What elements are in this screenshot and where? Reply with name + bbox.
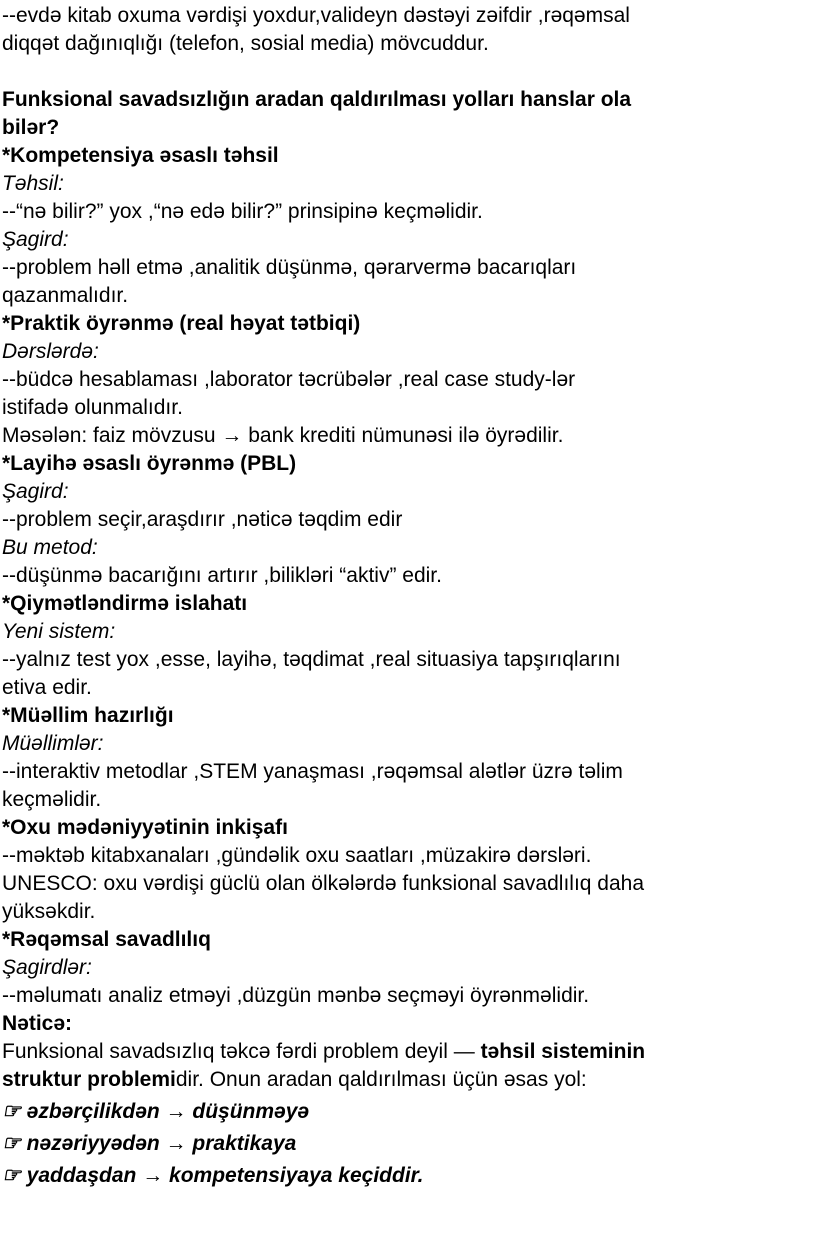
practical-text-a: --büdcə hesablaması ,laborator təcrübələr ,real case study-lər (2, 368, 576, 391)
question-line-2: bilər? (2, 116, 60, 139)
conclusion-emphasis-b: struktur problemi (2, 1068, 176, 1091)
label-new-system: Yeni sistem: (2, 620, 116, 643)
project-text-2: --düşünmə bacarığını artırır ,bilikləri “aktiv” edir. (2, 564, 442, 587)
heading-competency: *Kompetensiya əsaslı təhsil (2, 144, 279, 167)
heading-reading: *Oxu mədəniyyətinin inkişafı (2, 816, 288, 839)
intro-line-2: diqqət dağınıqlığı (telefon, sosial media) mövcuddur. (2, 32, 489, 55)
competency-text-1: --“nə bilir?” yox ,“nə edə bilir?” prinsipinə keçməlidir. (2, 200, 483, 223)
conclusion-point-2: ☞ nəzəriyyədən → praktikaya (2, 1132, 297, 1155)
competency-text-2b: qazanmalıdır. (2, 284, 129, 307)
heading-digital: *Rəqəmsal savadlılıq (2, 928, 211, 951)
label-student: Şagird: (2, 228, 69, 251)
label-students: Şagirdlər: (2, 956, 92, 979)
conclusion-line-2 (2, 1066, 587, 1094)
practical-text-b: istifadə olunmalıdır. (2, 396, 183, 419)
heading-project: *Layihə əsaslı öyrənmə (PBL) (2, 452, 297, 475)
label-lessons: Dərslərdə: (2, 340, 99, 363)
conclusion-point-1: ☞ əzbərçilikdən → düşünməyə (2, 1100, 310, 1123)
reading-text-a: --məktəb kitabxanaları ,gündəlik oxu saatları ,müzakirə dərsləri. (2, 844, 592, 867)
conclusion-text-a: Funksional savadsızlıq təkcə fərdi problem deyil — (2, 1040, 481, 1063)
label-education: Təhsil: (2, 172, 64, 195)
conclusion-point-3: ☞ yaddaşdan → kompetensiyaya keçiddir. (2, 1164, 424, 1187)
project-text-1: --problem seçir,araşdırır ,nəticə təqdim edir (2, 508, 403, 531)
assessment-text-a: --yalnız test yox ,esse, layihə, təqdimat ,real situasiya tapşırıqlarını (2, 648, 621, 671)
digital-text: --məlumatı analiz etməyi ,düzgün mənbə seçməyi öyrənməlidir. (2, 984, 590, 1007)
assessment-text-b: etiva edir. (2, 676, 92, 699)
reading-text-b: UNESCO: oxu vərdişi güclü olan ölkələrdə funksional savadlılıq daha (2, 872, 645, 895)
heading-practical: *Praktik öyrənmə (real həyat tətbiqi) (2, 312, 361, 335)
heading-conclusion: Nəticə: (2, 1012, 73, 1035)
conclusion-line-1 (2, 1038, 645, 1066)
question-line-1: Funksional savadsızlığın aradan qaldırılması yolları hanslar ola (2, 88, 632, 111)
label-student-2: Şagird: (2, 480, 69, 503)
teacher-text-a: --interaktiv metodlar ,STEM yanaşması ,rəqəmsal alətlər üzrə təlim (2, 760, 623, 783)
practical-example: Məsələn: faiz mövzusu → bank krediti nümunəsi ilə öyrədilir. (2, 424, 564, 447)
intro-line-1: --evdə kitab oxuma vərdişi yoxdur,valideyn dəstəyi zəifdir ,rəqəmsal (2, 4, 630, 27)
heading-assessment: *Qiymətləndirmə islahatı (2, 592, 248, 615)
teacher-text-b: keçməlidir. (2, 788, 102, 811)
competency-text-2a: --problem həll etmə ,analitik düşünmə, qərarvermə bacarıqları (2, 256, 577, 279)
conclusion-emphasis-a: təhsil sisteminin (480, 1040, 646, 1063)
label-method: Bu metod: (2, 536, 98, 559)
label-teachers: Müəllimlər: (2, 732, 104, 755)
conclusion-text-b: dir. Onun aradan qaldırılması üçün əsas yol: (175, 1068, 587, 1091)
reading-text-c: yüksəkdir. (2, 900, 96, 923)
heading-teacher: *Müəllim hazırlığı (2, 704, 174, 727)
